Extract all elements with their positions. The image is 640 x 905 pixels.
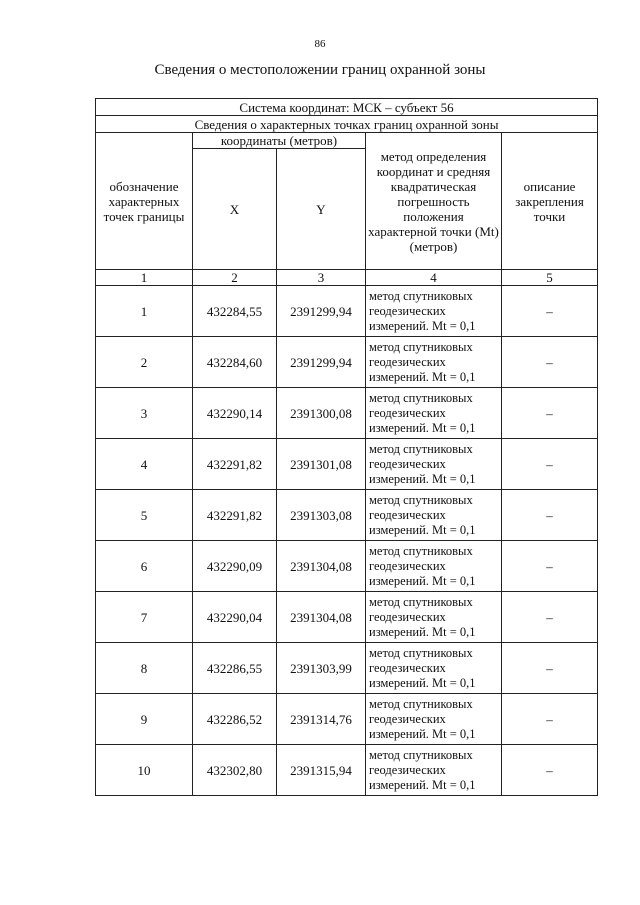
table-row [96,286,598,337]
table-row [96,337,598,388]
description-cell: – [502,286,598,337]
header-method: метод определения координат и средняя квадратическая погрешность положения характерной точки (Mt) (метров) [366,133,502,270]
description-cell: – [502,745,598,796]
table-row [96,694,598,745]
table-row [96,439,598,490]
method-cell: метод спутниковых геодезических измерений. Mt = 0,1 [366,592,502,643]
description-cell: – [502,490,598,541]
point-number-cell: 10 [96,745,193,796]
description-cell: – [502,643,598,694]
method-cell: метод спутниковых геодезических измерений. Mt = 0,1 [366,643,502,694]
header-coordinates: координаты (метров) [193,133,366,149]
table-row [96,643,598,694]
header-description: описание закрепления точки [502,133,598,270]
description-cell: – [502,541,598,592]
y-coordinate-cell: 2391300,08 [277,388,366,439]
y-coordinate-cell: 2391314,76 [277,694,366,745]
method-cell: метод спутниковых геодезических измерений. Mt = 0,1 [366,745,502,796]
method-cell: метод спутниковых геодезических измерений. Mt = 0,1 [366,694,502,745]
description-cell: – [502,592,598,643]
y-coordinate-cell: 2391303,08 [277,490,366,541]
header-x: X [193,149,277,270]
x-coordinate-cell: 432286,52 [193,694,277,745]
method-cell: метод спутниковых геодезических измерений. Mt = 0,1 [366,388,502,439]
x-coordinate-cell: 432290,04 [193,592,277,643]
header-y: Y [277,149,366,270]
method-cell: метод спутниковых геодезических измерений. Mt = 0,1 [366,337,502,388]
coordinate-system-header: Система координат: МСК – субъект 56 [96,99,598,116]
table-row [96,541,598,592]
point-number-cell: 1 [96,286,193,337]
table-row [96,490,598,541]
method-cell: метод спутниковых геодезических измерений. Mt = 0,1 [366,541,502,592]
column-number: 5 [502,270,598,286]
coordinates-table [95,98,598,796]
point-number-cell: 5 [96,490,193,541]
description-cell: – [502,337,598,388]
point-number-cell: 8 [96,643,193,694]
column-number: 4 [366,270,502,286]
method-cell: метод спутниковых геодезических измерений. Mt = 0,1 [366,490,502,541]
y-coordinate-cell: 2391304,08 [277,592,366,643]
description-cell: – [502,694,598,745]
section-header: Сведения о характерных точках границ охранной зоны [96,116,598,133]
point-number-cell: 3 [96,388,193,439]
description-cell: – [502,439,598,490]
header-designation: обозначение характерных точек границы [96,133,193,270]
column-number: 2 [193,270,277,286]
document-title: Сведения о местоположении границ охранной зоны [154,62,486,78]
method-cell: метод спутниковых геодезических измерений. Mt = 0,1 [366,286,502,337]
y-coordinate-cell: 2391301,08 [277,439,366,490]
x-coordinate-cell: 432286,55 [193,643,277,694]
point-number-cell: 4 [96,439,193,490]
x-coordinate-cell: 432284,60 [193,337,277,388]
table-row [96,592,598,643]
x-coordinate-cell: 432290,14 [193,388,277,439]
column-number: 3 [277,270,366,286]
x-coordinate-cell: 432291,82 [193,439,277,490]
point-number-cell: 9 [96,694,193,745]
table-row [96,745,598,796]
y-coordinate-cell: 2391303,99 [277,643,366,694]
x-coordinate-cell: 432284,55 [193,286,277,337]
y-coordinate-cell: 2391299,94 [277,286,366,337]
x-coordinate-cell: 432290,09 [193,541,277,592]
point-number-cell: 2 [96,337,193,388]
description-cell: – [502,388,598,439]
x-coordinate-cell: 432291,82 [193,490,277,541]
method-cell: метод спутниковых геодезических измерений. Mt = 0,1 [366,439,502,490]
point-number-cell: 7 [96,592,193,643]
y-coordinate-cell: 2391304,08 [277,541,366,592]
table-row [96,388,598,439]
y-coordinate-cell: 2391299,94 [277,337,366,388]
y-coordinate-cell: 2391315,94 [277,745,366,796]
page-number: 86 [314,38,326,50]
column-number: 1 [96,270,193,286]
point-number-cell: 6 [96,541,193,592]
x-coordinate-cell: 432302,80 [193,745,277,796]
